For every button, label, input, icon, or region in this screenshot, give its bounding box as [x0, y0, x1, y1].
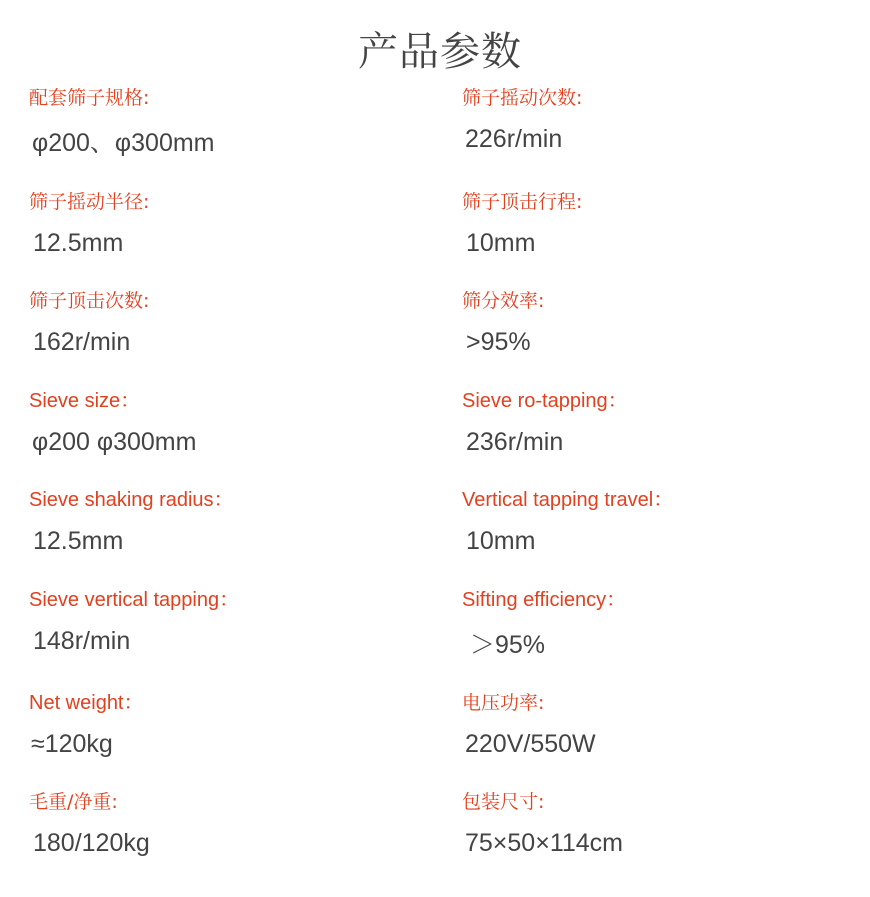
param-sieve-size	[29, 389, 197, 456]
param-label: 筛分效率:	[462, 290, 545, 312]
param-shaking-frequency	[462, 86, 583, 153]
param-value: 226r/min	[465, 125, 563, 153]
param-net-weight	[29, 691, 144, 758]
param-label: 筛子摇动次数:	[462, 87, 583, 109]
param-sifting-efficiency	[462, 289, 545, 356]
param-label: 包装尺寸:	[462, 791, 545, 813]
param-value: 220V/550W	[465, 730, 596, 758]
param-label: 筛子顶击次数:	[29, 290, 150, 312]
param-value: φ200、φ300mm	[32, 129, 215, 157]
param-value: 10mm	[466, 527, 536, 555]
param-value: φ200 φ300mm	[32, 428, 197, 456]
param-label: 筛子摇动半径:	[29, 191, 150, 213]
param-value: 10mm	[466, 229, 536, 257]
param-shaking-radius	[29, 190, 150, 257]
param-value: 180/120kg	[33, 829, 150, 857]
param-value: 148r/min	[33, 627, 131, 655]
param-value: ＞95%	[470, 631, 546, 659]
param-value: 12.5mm	[33, 229, 124, 257]
param-sifting-efficiency-en	[462, 588, 627, 659]
param-sieve-vertical-tapping	[29, 588, 240, 655]
param-label: 筛子顶击行程:	[462, 191, 583, 213]
param-label: Sieve size：	[29, 390, 141, 412]
param-gross-net-weight	[29, 790, 150, 857]
param-screen-spec	[29, 86, 215, 157]
param-label: Sifting efficiency：	[462, 589, 627, 611]
param-voltage-power	[462, 691, 596, 758]
param-label: Sieve shaking radius：	[29, 489, 234, 511]
page-title: 产品参数	[358, 28, 522, 75]
param-label: 毛重/净重:	[29, 791, 118, 813]
param-label: 配套筛子规格:	[29, 87, 150, 109]
param-label: Sieve ro-tapping：	[462, 390, 628, 412]
param-tapping-frequency	[29, 289, 150, 356]
param-label: Sieve vertical tapping：	[29, 589, 240, 611]
param-sieve-shaking-radius	[29, 488, 234, 555]
param-vertical-tapping-travel	[462, 488, 674, 555]
param-value: >95%	[466, 328, 531, 356]
param-package-size	[462, 790, 623, 857]
param-value: 162r/min	[33, 328, 131, 356]
param-value: ≈120kg	[31, 730, 113, 758]
param-label: Vertical tapping travel：	[462, 489, 674, 511]
param-tapping-travel	[462, 190, 583, 257]
param-label: Net weight：	[29, 692, 144, 714]
param-value: 12.5mm	[33, 527, 124, 555]
param-sieve-ro-tapping	[462, 389, 628, 456]
param-value: 236r/min	[466, 428, 564, 456]
param-label: 电压功率:	[462, 692, 545, 714]
param-value: 75×50×114cm	[465, 829, 623, 857]
